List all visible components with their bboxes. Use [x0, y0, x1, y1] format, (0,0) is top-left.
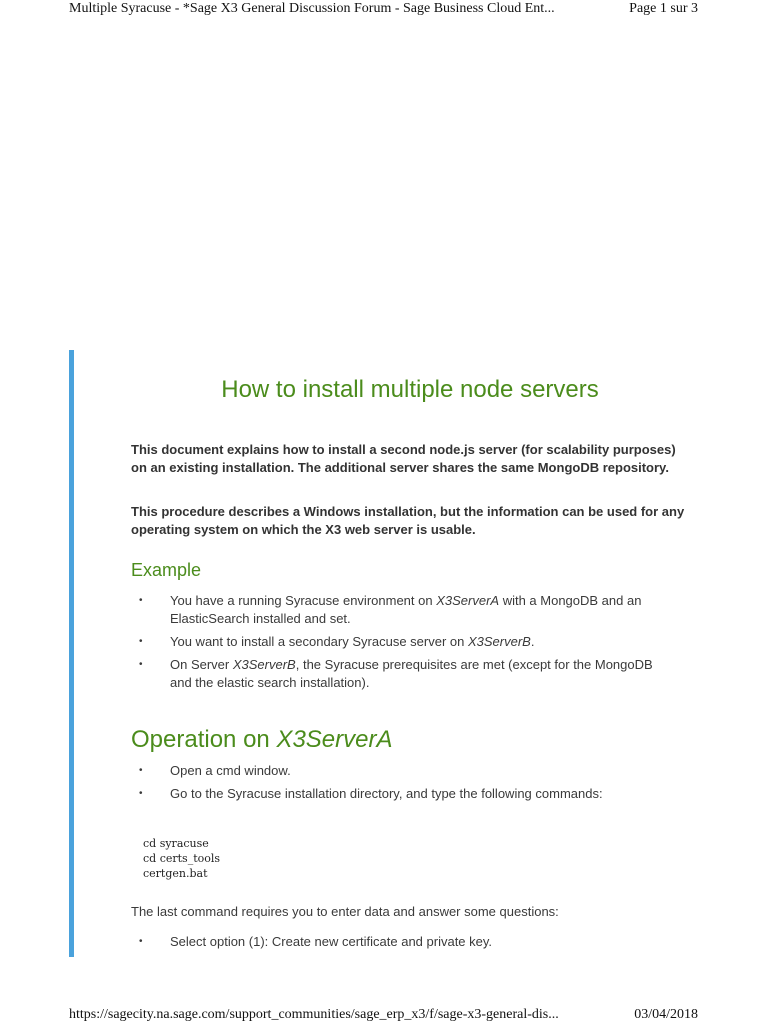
print-header-title: Multiple Syracuse - *Sage X3 General Discussion Forum - Sage Business Cloud Ent...: [69, 1, 555, 16]
print-footer-url: https://sagecity.na.sage.com/support_communities/sage_erp_x3/f/sage-x3-general-dis...: [69, 1007, 559, 1022]
final-list: [131, 933, 671, 956]
print-footer: [69, 1006, 698, 1024]
intro-paragraph-2: This procedure describes a Windows installation, but the information can be used for any operating system on which the X3 web server is usable.: [131, 504, 685, 537]
code-line: certgen.bat: [143, 867, 208, 880]
code-line: cd syracuse: [143, 837, 209, 850]
list-item: • You want to install a secondary Syracuse server on X3ServerB.: [139, 634, 535, 649]
operation-list: [131, 762, 671, 808]
left-accent-bar: [69, 350, 74, 957]
bullet-icon: •: [139, 595, 143, 606]
document-title: How to install multiple node servers: [221, 376, 599, 403]
print-header: [69, 0, 698, 18]
operation-heading: Operation on X3ServerA: [131, 726, 393, 753]
bullet-icon: •: [139, 788, 143, 799]
list-item: • You have a running Syracuse environment on X3ServerA with a MongoDB and an ElasticSearch installed and set.: [139, 593, 642, 626]
bullet-icon: •: [139, 636, 143, 647]
bullet-icon: •: [139, 765, 143, 776]
example-heading: Example: [131, 560, 202, 580]
intro-paragraph-1: This document explains how to install a second node.js server (for scalability purposes) on an existing installation. The additional server shares the same MongoDB repository.: [131, 442, 676, 475]
list-item: • Open a cmd window.: [139, 763, 291, 778]
print-footer-date: 03/04/2018: [634, 1007, 698, 1022]
bullet-icon: •: [139, 659, 143, 670]
list-item: • Go to the Syracuse installation directory, and type the following commands:: [139, 786, 603, 801]
code-line: cd certs_tools: [143, 852, 221, 865]
print-header-page: Page 1 sur 3: [629, 1, 698, 16]
list-item: • Select option (1): Create new certificate and private key.: [139, 934, 493, 949]
bullet-icon: •: [139, 936, 143, 947]
example-list: [131, 592, 671, 697]
list-item: • On Server X3ServerB, the Syracuse prerequisites are met (except for the MongoDB and the elastic search installation).: [139, 657, 653, 690]
last-command-paragraph: The last command requires you to enter data and answer some questions:: [131, 904, 559, 919]
code-block: [143, 836, 220, 881]
